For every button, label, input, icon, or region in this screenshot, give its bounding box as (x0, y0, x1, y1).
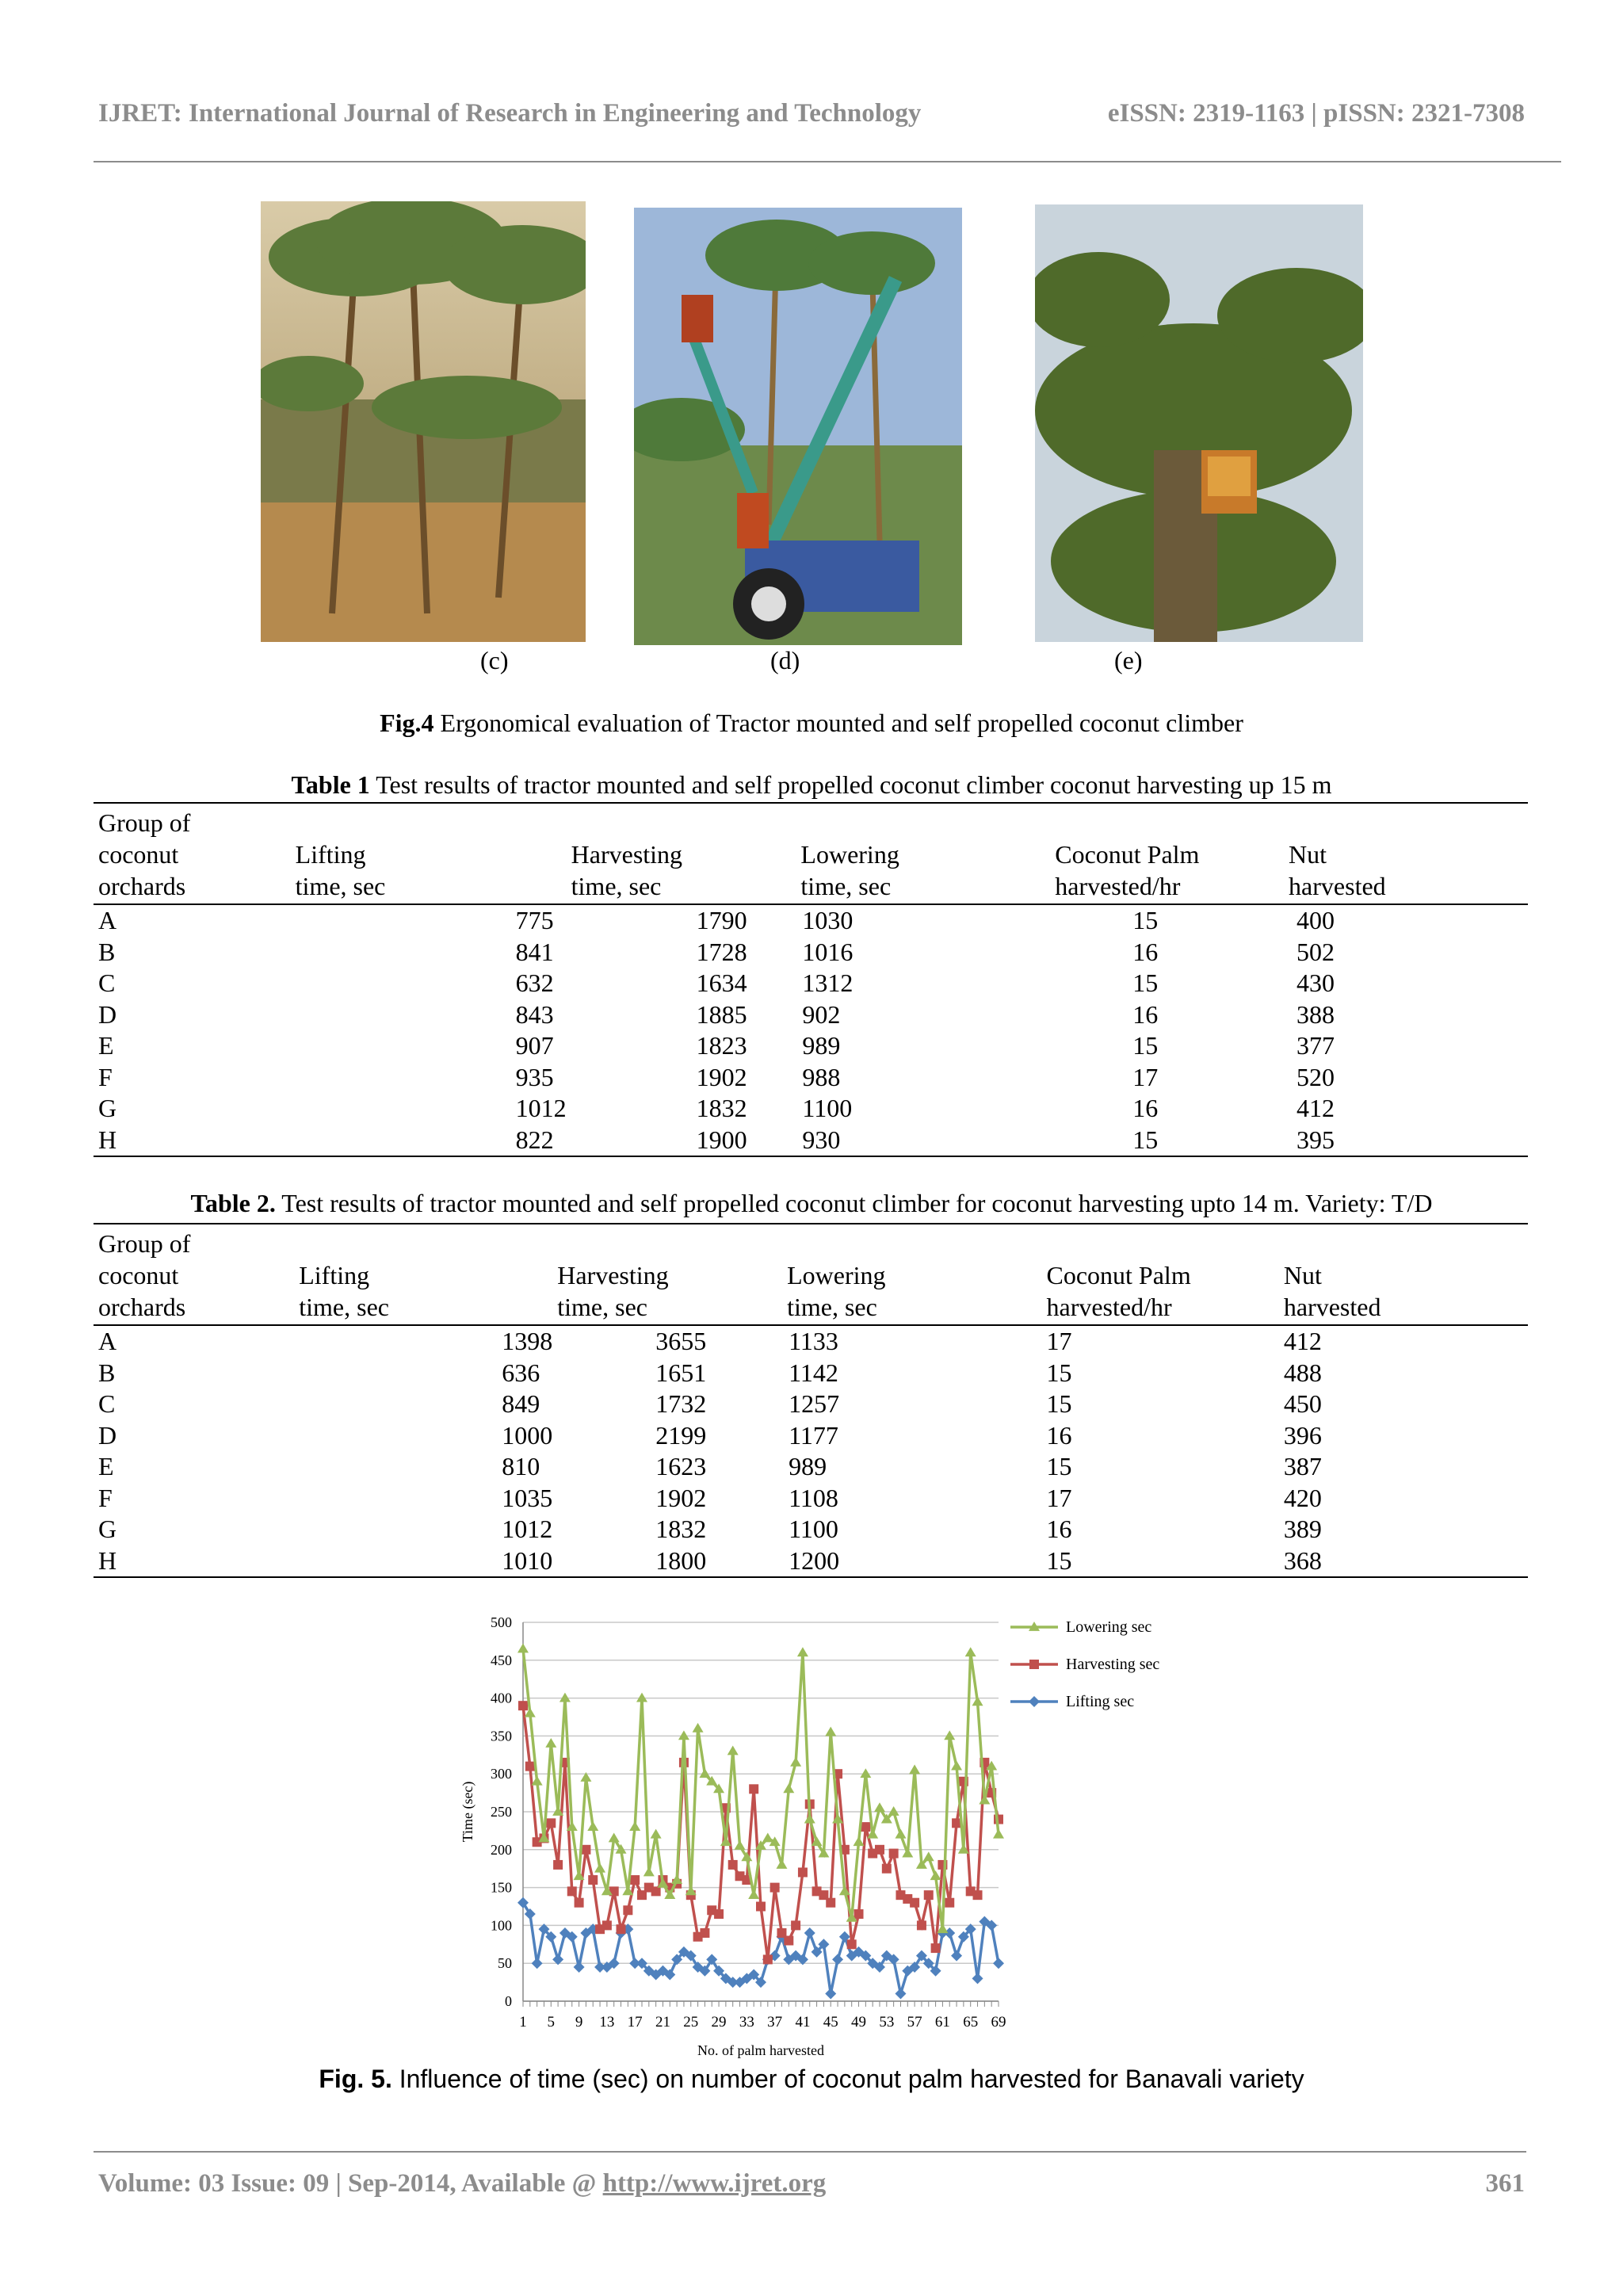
table-cell: H (94, 1545, 294, 1578)
data-point (798, 1867, 808, 1877)
data-point (735, 1840, 746, 1850)
figure-4-label: Fig.4 (380, 709, 434, 737)
data-point (517, 1643, 529, 1652)
data-point (762, 1832, 773, 1842)
data-point (630, 1875, 640, 1885)
table-row (94, 1062, 1528, 1094)
table-row (94, 1545, 1528, 1578)
data-point (965, 1647, 976, 1656)
table-cell: B (98, 1358, 116, 1387)
table-cell: 902 (802, 999, 841, 1029)
data-point (993, 1958, 1004, 1969)
table-cell: 1832 (655, 1515, 707, 1543)
data-point (923, 1851, 934, 1861)
data-point (749, 1784, 758, 1794)
table-cell: 1900 (567, 1125, 796, 1157)
data-point (588, 1875, 598, 1885)
table-row (94, 1451, 1528, 1483)
column-header-nut-harvested: Nut harvested (1279, 1224, 1528, 1325)
table-cell: F (98, 1483, 113, 1512)
data-point (854, 1836, 865, 1846)
data-point (651, 1829, 662, 1839)
photo-coconut-orchard (261, 201, 586, 642)
table-row (94, 1514, 1528, 1545)
table-cell: 1100 (789, 1515, 838, 1543)
table-cell: E (98, 1452, 114, 1480)
data-point (518, 1701, 528, 1710)
table-cell: 1398 (502, 1327, 553, 1355)
y-tick-label: 100 (491, 1917, 512, 1934)
table-cell: G (98, 1094, 117, 1122)
subfigure-label-d: (d) (770, 646, 800, 674)
table-cell: 822 (291, 1125, 567, 1157)
table-cell: 17 (1132, 1062, 1159, 1091)
table-cell: 396 (1283, 1420, 1322, 1450)
column-header-group: Group of coconut orchards (94, 803, 291, 904)
data-point (860, 1768, 871, 1778)
table-cell: 412 (1283, 1327, 1322, 1355)
data-point (587, 1821, 598, 1831)
data-point (602, 1920, 612, 1930)
table-1-title-text: Test results of tractor mounted and self propelled coconut climber coconut harvesting up 15 m (369, 770, 1332, 799)
table-cell: G (98, 1515, 117, 1543)
data-point (945, 1898, 954, 1908)
data-point (909, 1764, 920, 1774)
data-point (532, 1958, 543, 1969)
x-tick-label: 45 (823, 2014, 838, 2030)
table-cell: C (98, 1389, 116, 1418)
table-cell: 935 (515, 1062, 554, 1091)
table-cell: 488 (1283, 1358, 1322, 1387)
data-point (581, 1845, 590, 1855)
table-cell: 368 (1279, 1545, 1528, 1578)
column-header-nut-harvested: Nut harvested (1284, 803, 1528, 904)
table-cell: 775 (515, 906, 554, 934)
data-point (944, 1730, 955, 1740)
table-cell: E (98, 1031, 114, 1060)
table-cell: 1133 (789, 1327, 838, 1355)
data-point (888, 1806, 899, 1816)
figure-5-caption (0, 2065, 1623, 2094)
data-point (917, 1920, 926, 1930)
data-point (617, 1924, 626, 1934)
table-cell: 1142 (789, 1358, 838, 1387)
x-tick-label: 41 (795, 2014, 811, 2030)
table-cell: 15 (1046, 1389, 1072, 1418)
data-point (826, 1898, 835, 1908)
table-cell: 450 (1283, 1389, 1322, 1418)
data-point (545, 1738, 556, 1748)
table-row (94, 1325, 1528, 1358)
data-point (678, 1730, 689, 1740)
x-tick-label: 21 (655, 2014, 670, 2030)
x-tick-label: 57 (907, 2014, 922, 2030)
table-cell: 1634 (696, 968, 747, 997)
table-cell: 17 (1046, 1327, 1072, 1355)
table-cell: C (98, 968, 116, 997)
data-point (931, 1943, 941, 1953)
figure-4-caption (0, 709, 1623, 738)
data-point (567, 1886, 577, 1896)
table-cell: 15 (1132, 1031, 1159, 1060)
data-point (951, 1761, 962, 1771)
table-cell: 930 (796, 1125, 1050, 1157)
table-cell: 15 (1050, 1125, 1284, 1157)
table-cell: 16 (1132, 937, 1159, 966)
x-tick-label: 65 (963, 2014, 979, 2030)
data-point (636, 1693, 647, 1702)
table-row (94, 1420, 1528, 1452)
table-cell: 15 (1046, 1452, 1072, 1480)
table-row (94, 999, 1528, 1031)
table-cell: 1030 (802, 906, 854, 934)
data-point (700, 1928, 709, 1938)
table-row (94, 1389, 1528, 1420)
table-2 (94, 1223, 1528, 1578)
x-tick-label: 17 (627, 2014, 643, 2030)
table-cell: 1016 (802, 937, 854, 966)
journal-title: IJRET: International Journal of Research in Engineering and Technology (98, 99, 922, 128)
table-1-label: Table 1 (291, 770, 370, 799)
figure-5-label: Fig. 5. (319, 2065, 392, 2093)
table-cell: B (98, 937, 116, 966)
column-header-lifting: Lifting time, sec (294, 1224, 552, 1325)
data-point (651, 1886, 661, 1896)
x-tick-label: 5 (547, 2014, 556, 2030)
y-tick-label: 300 (491, 1766, 512, 1782)
data-point (693, 1723, 704, 1733)
table-cell: D (98, 1420, 117, 1450)
photo-climber-top (1035, 204, 1363, 642)
x-axis-title: No. of palm harvested (697, 2042, 824, 2058)
table-cell: 16 (1046, 1515, 1072, 1543)
table-cell: 389 (1283, 1515, 1322, 1543)
legend-marker (1029, 1660, 1039, 1669)
table-cell: 1100 (802, 1094, 853, 1122)
table-cell: 1177 (789, 1420, 838, 1450)
data-point (804, 1927, 815, 1939)
column-header-harvesting: Harvesting time, sec (567, 803, 796, 904)
issn-numbers: eISSN: 2319-1163 | pISSN: 2321-7308 (1107, 99, 1525, 128)
table-cell: 1902 (696, 1062, 747, 1091)
table-cell: 15 (1041, 1545, 1278, 1578)
table-header-row (94, 803, 1528, 904)
table-cell: 1728 (696, 937, 747, 966)
data-point (910, 1898, 919, 1908)
x-tick-label: 37 (767, 2014, 783, 2030)
data-point (609, 1832, 620, 1842)
data-point (972, 1973, 983, 1984)
data-point (594, 1863, 605, 1873)
table-cell: 15 (1046, 1358, 1072, 1387)
table-2-title (0, 1189, 1623, 1218)
table-cell: 636 (502, 1358, 540, 1387)
legend-label: Lowering sec (1066, 1618, 1152, 1636)
table-row (94, 968, 1528, 999)
table-row (94, 937, 1528, 968)
y-axis-title: Time (sec) (460, 1781, 475, 1843)
data-point (756, 1902, 766, 1912)
table-cell: 988 (802, 1062, 841, 1091)
table-cell: 520 (1296, 1062, 1335, 1091)
data-point (728, 1860, 738, 1870)
table-cell: 377 (1296, 1031, 1335, 1060)
table-row (94, 1358, 1528, 1389)
journal-link[interactable]: http://www.ijret.org (602, 2169, 827, 2198)
table-cell: 388 (1296, 999, 1335, 1029)
data-point (895, 1829, 906, 1839)
table-cell: 412 (1296, 1094, 1335, 1122)
data-point (714, 1909, 724, 1919)
data-point (930, 1870, 941, 1880)
table-cell: 1623 (655, 1452, 707, 1480)
table-1-title (0, 770, 1623, 800)
table-cell: 849 (502, 1389, 540, 1418)
table-cell: 2199 (655, 1420, 707, 1450)
table-cell: 1012 (515, 1094, 567, 1122)
data-point (623, 1905, 632, 1915)
data-point (559, 1693, 571, 1702)
table-cell: 1823 (696, 1031, 747, 1060)
x-tick-label: 25 (683, 2014, 699, 2030)
data-point (874, 1802, 885, 1812)
y-tick-label: 500 (491, 1614, 512, 1630)
table-cell: 1257 (789, 1389, 840, 1418)
data-point (643, 1866, 655, 1876)
table-cell: 16 (1132, 999, 1159, 1029)
table-cell: 400 (1296, 906, 1335, 934)
table-cell: 1108 (789, 1483, 838, 1512)
table-row (94, 1093, 1528, 1125)
data-point (532, 1776, 543, 1786)
data-point (763, 1954, 773, 1964)
table-cell: 395 (1284, 1125, 1528, 1157)
table-cell: 420 (1283, 1483, 1322, 1512)
figure-4-caption-text: Ergonomical evaluation of Tractor mounted and self propelled coconut climber (433, 709, 1243, 737)
data-point (875, 1845, 884, 1855)
legend-label: Harvesting sec (1066, 1656, 1160, 1673)
table-cell: 1200 (782, 1545, 1041, 1578)
data-point (629, 1821, 640, 1831)
data-point (889, 1849, 899, 1859)
table-2-label: Table 2. (190, 1189, 276, 1217)
x-tick-label: 69 (991, 2014, 1006, 2030)
table-cell: D (98, 999, 117, 1029)
table-cell: 1885 (696, 999, 747, 1029)
x-tick-label: 29 (711, 2014, 727, 2030)
volume-info: Volume: 03 Issue: 09 | Sep-2014, Available @ (98, 2169, 603, 2198)
data-point (776, 1859, 787, 1869)
data-point (895, 1988, 906, 1999)
y-tick-label: 200 (491, 1841, 512, 1858)
table-row (94, 1483, 1528, 1515)
data-point (790, 1757, 801, 1767)
data-point (973, 1890, 983, 1900)
data-point (847, 1939, 857, 1949)
data-point (699, 1768, 710, 1778)
table-cell: 1012 (502, 1515, 553, 1543)
data-point (553, 1860, 563, 1870)
figure-5-chart (444, 1605, 1189, 2069)
table-cell: 1010 (294, 1545, 552, 1578)
table-cell: 841 (515, 937, 554, 966)
table-cell: 1035 (502, 1483, 553, 1512)
legend-marker (1029, 1696, 1040, 1707)
y-tick-label: 450 (491, 1652, 512, 1668)
x-tick-label: 49 (851, 2014, 867, 2030)
table-cell: 1800 (552, 1545, 782, 1578)
data-point (525, 1762, 535, 1771)
table-cell: 1832 (696, 1094, 747, 1122)
table-cell: 1790 (696, 906, 747, 934)
y-tick-label: 150 (491, 1879, 512, 1896)
table-cell: 430 (1296, 968, 1335, 997)
table-cell: 843 (515, 999, 554, 1029)
header-divider (94, 161, 1561, 162)
table-cell: 989 (802, 1031, 841, 1060)
table-cell: 1902 (655, 1483, 707, 1512)
footer-divider (94, 2151, 1526, 2153)
x-tick-label: 9 (575, 2014, 583, 2030)
column-header-palm-per-hr: Coconut Palm harvested/hr (1050, 803, 1284, 904)
table-row (94, 904, 1528, 937)
table-1 (94, 802, 1528, 1157)
table-row (94, 1125, 1528, 1157)
table-cell: 632 (515, 968, 554, 997)
data-point (797, 1647, 808, 1656)
data-point (882, 1864, 892, 1874)
table-2-title-text: Test results of tractor mounted and self propelled coconut climber for coconut harvesting upto 14 m. Variety: T/D (275, 1189, 1433, 1217)
x-tick-label: 61 (934, 2014, 950, 2030)
page-footer (98, 2169, 1525, 2199)
column-header-lifting: Lifting time, sec (291, 803, 567, 904)
page-header (98, 99, 1525, 131)
y-tick-label: 50 (498, 1955, 512, 1972)
column-header-lowering: Lowering time, sec (782, 1224, 1041, 1325)
line-chart (444, 1605, 1189, 2069)
data-point (924, 1890, 934, 1900)
table-cell: H (94, 1125, 291, 1157)
table-cell: 16 (1132, 1094, 1159, 1122)
subfigure-label-c: (c) (480, 646, 509, 674)
data-point (783, 1783, 794, 1793)
table-cell: A (98, 1327, 117, 1355)
column-header-lowering: Lowering time, sec (796, 803, 1050, 904)
table-cell: 810 (502, 1452, 540, 1480)
data-point (791, 1920, 800, 1930)
data-point (770, 1883, 780, 1893)
data-point (748, 1889, 759, 1899)
table-cell: 1651 (655, 1358, 707, 1387)
column-header-group: Group of coconut orchards (94, 1224, 294, 1325)
table-cell: 1312 (802, 968, 854, 997)
x-tick-label: 13 (599, 2014, 615, 2030)
table-cell: 989 (789, 1452, 827, 1480)
table-cell: 17 (1046, 1483, 1072, 1512)
data-point (727, 1746, 739, 1755)
data-point (804, 1814, 815, 1824)
column-header-palm-per-hr: Coconut Palm harvested/hr (1041, 1224, 1278, 1325)
table-cell: 3655 (655, 1327, 707, 1355)
legend-label: Lifting sec (1066, 1693, 1135, 1710)
table-header-row (94, 1224, 1528, 1325)
photo-tractor-climber (634, 208, 962, 645)
data-point (854, 1909, 864, 1919)
figure-5-caption-text: Influence of time (sec) on number of coconut palm harvested for Banavali variety (391, 2065, 1304, 2093)
data-point (861, 1822, 870, 1832)
column-header-harvesting: Harvesting time, sec (552, 1224, 782, 1325)
x-tick-label: 33 (739, 2014, 754, 2030)
table-cell: F (98, 1062, 113, 1091)
y-tick-label: 0 (505, 1993, 512, 2009)
data-point (575, 1898, 584, 1908)
table-cell: 15 (1132, 968, 1159, 997)
data-point (546, 1818, 556, 1828)
y-tick-label: 250 (491, 1804, 512, 1820)
y-tick-label: 400 (491, 1690, 512, 1706)
table-cell: 15 (1132, 906, 1159, 934)
data-point (951, 1950, 962, 1962)
data-point (784, 1936, 793, 1946)
data-point (825, 1988, 836, 1999)
subfigure-label-e: (e) (1114, 646, 1143, 674)
table-cell: 387 (1283, 1452, 1322, 1480)
data-point (825, 1727, 836, 1736)
table-row (94, 1030, 1528, 1062)
x-tick-label: 53 (879, 2014, 895, 2030)
y-tick-label: 350 (491, 1728, 512, 1744)
table-cell: A (98, 906, 117, 934)
page-number: 361 (1485, 2169, 1525, 2198)
x-tick-label: 1 (519, 2014, 527, 2030)
table-cell: 907 (515, 1031, 554, 1060)
data-point (993, 1829, 1004, 1839)
table-cell: 502 (1296, 937, 1335, 966)
table-cell: 1000 (502, 1420, 553, 1450)
table-cell: 1732 (655, 1389, 707, 1418)
table-cell: 16 (1046, 1420, 1072, 1450)
